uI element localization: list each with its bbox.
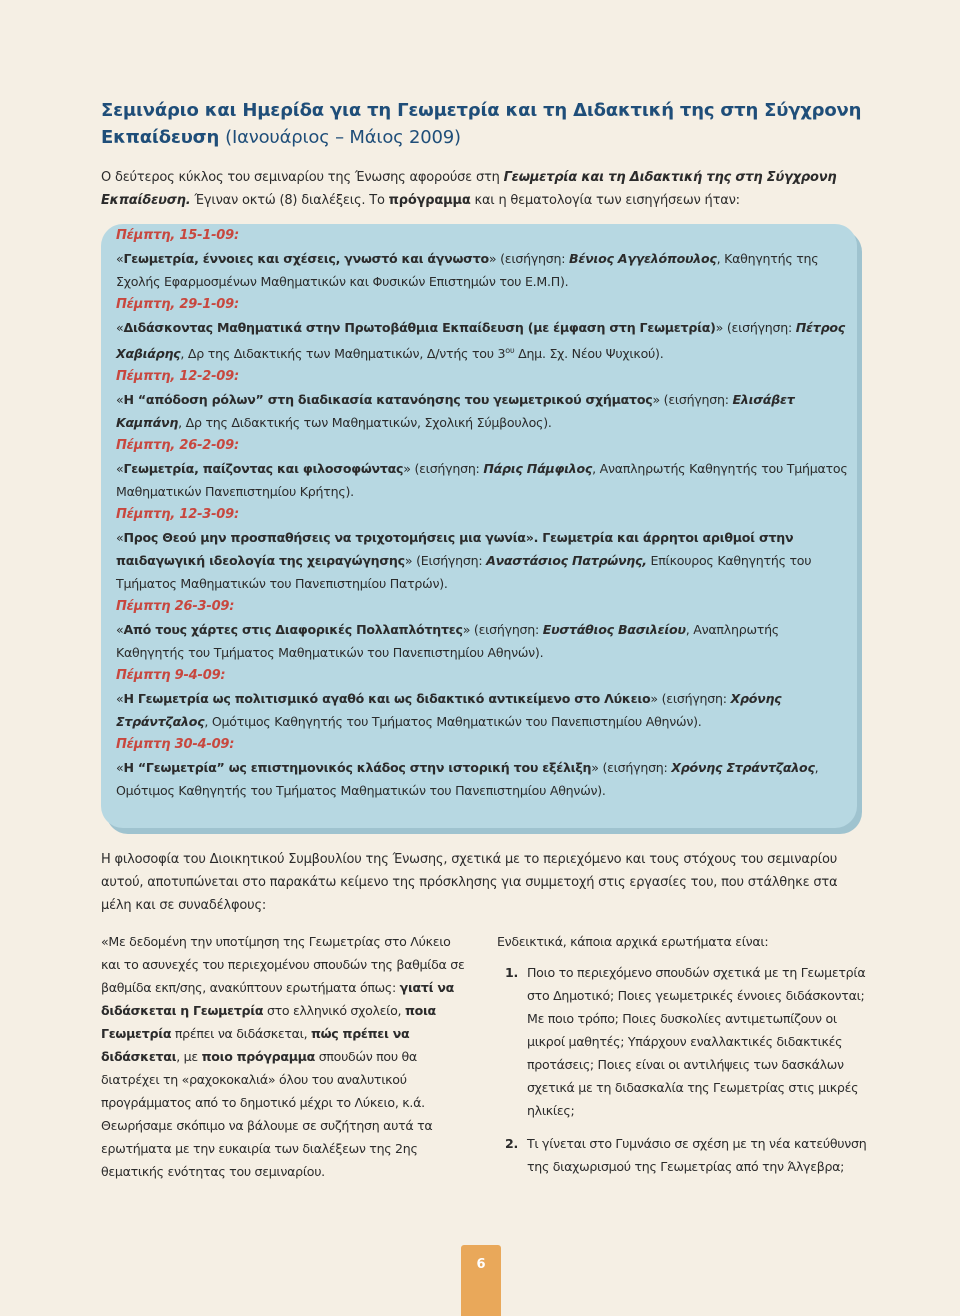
list-item-number: 2. — [505, 1136, 518, 1151]
philosophy-paragraph: Η φιλοσοφία του Διοικητικού Συμβουλίου της Ένωσης, σχετικά με το περιεχόμενο και τους στόχους του σεμιναρίου αυτού, αποτυπώνεται στο παρακάτω κείμενο της πρόσκλησης για συμμετοχή στις εργασίες του, που στάλθηκε στα μέλη και σε συναδέλφους: — [101, 852, 838, 913]
intro-topic: Γεωμετρία και τη Διδακτική της στη Σύγχρονη Εκπαίδευση. — [101, 170, 837, 208]
entry-open-quote: « — [116, 530, 124, 546]
entry-rest: , Δρ της Διδακτικής των Μαθηματικών, Σχολική Σύμβουλος). — [178, 415, 552, 431]
entry-mid: » (εισήγηση: — [591, 760, 672, 776]
seminar-entry — [116, 434, 849, 503]
list-item-number: 1. — [505, 965, 518, 980]
entry-date: Πέμπτη 26-3-09: — [116, 599, 235, 615]
entry-rest: , Ομότιμος Καθηγητής του Τμήματος Μαθηματικών του Πανεπιστημίου Αθηνών). — [204, 714, 702, 730]
quote-bold-f: πώς πρέπει να διδάσκεται — [101, 1026, 410, 1064]
entry-rest-2: Δημ. Σχ. Νέου Ψυχικού). — [514, 346, 664, 362]
entry-speaker: Πάρις Πάμφιλος — [483, 461, 593, 477]
intro-program: πρόγραμμα — [388, 193, 471, 208]
quote-bold-b: γιατί να διδάσκεται η Γεωμετρία — [101, 980, 454, 1018]
quote-text-e: πρέπει να διδάσκεται, — [171, 1026, 311, 1041]
intro-text-2: Έγιναν οκτώ (8) διαλέξεις. Το — [190, 193, 389, 208]
entry-superscript: ου — [505, 346, 515, 355]
quote-text-c: στο ελληνικό σχολείο, — [263, 1003, 405, 1018]
quote-bold-d: ποια Γεωμετρία — [101, 1003, 436, 1041]
seminar-entry — [116, 733, 849, 802]
entry-rest: , Αναπληρωτής Καθηγητής του Τμήματος Μαθηματικών του Πανεπιστημίου Αθηνών). — [116, 622, 779, 661]
entry-speaker: Αναστάσιος Πατρώνης, — [486, 553, 647, 569]
entry-speaker: Βένιος Αγγελόπουλος — [568, 251, 717, 266]
entry-speaker: Ελισάβετ Καμπάνη — [116, 392, 795, 431]
seminar-entry — [116, 503, 849, 595]
seminar-entry — [116, 224, 849, 293]
entry-speaker: Πέτρος Χαβιάρης — [116, 320, 845, 362]
entry-mid: » (εισήγηση: — [650, 691, 731, 707]
entry-date: Πέμπτη 30-4-09: — [116, 737, 235, 753]
entry-mid: » (Εισήγηση: — [404, 553, 487, 569]
entry-title: Διδάσκοντας Μαθηματικά στην Πρωτοβάθμια Εκπαίδευση (με έμφαση στη Γεωμετρία) — [123, 320, 716, 335]
entry-title: Από τους χάρτες στις Διαφορικές Πολλαπλότητες — [123, 622, 463, 638]
entry-open-quote: « — [116, 320, 124, 335]
program-entries — [116, 224, 849, 802]
entry-mid: » (εισήγηση: — [403, 461, 484, 477]
entry-rest: , Δρ της Διδακτικής των Μαθηματικών, Δ/ντής του 3 — [180, 346, 506, 362]
entry-date: Πέμπτη, 29-1-09: — [116, 297, 239, 312]
entry-open-quote: « — [116, 251, 124, 266]
entry-date: Πέμπτη, 12-2-09: — [116, 369, 239, 385]
entry-date: Πέμπτη 9-4-09: — [116, 668, 226, 684]
questions-intro: Ενδεικτικά, κάποια αρχικά ερωτήματα είναι: — [497, 934, 769, 949]
entry-rest: , Ομότιμος Καθηγητής του Τμήματος Μαθηματικών του Πανεπιστημίου Αθηνών). — [116, 760, 819, 799]
seminar-entry — [116, 664, 849, 733]
entry-text — [116, 618, 849, 664]
list-item-text: Τι γίνεται στο Γυμνάσιο σε σχέση με τη νέα κατεύθυνση της διαχωρισμού της Γεωμετρίας από την Άλγεβρα; — [527, 1136, 867, 1174]
entry-date: Πέμπτη, 26-2-09: — [116, 438, 239, 454]
entry-title: Γεωμετρία, παίζοντας και φιλοσοφώντας — [123, 461, 404, 477]
entry-mid: » (εισήγηση: — [715, 320, 796, 335]
entry-title: Προς Θεού μην προσπαθήσεις να τριχοτομήσεις μια γωνία». Γεωμετρία και άρρητοι αριθμοί στην παιδαγωγική ιδεολογία της χειραγώγησης — [116, 530, 794, 569]
program-box — [101, 224, 857, 828]
entry-open-quote: « — [116, 622, 124, 638]
entry-title: Η “απόδοση ρόλων” στη διαδικασία κατανόησης του γεωμετρικού σχήματος — [123, 392, 653, 408]
entry-text — [116, 457, 849, 503]
intro-text-3: και η θεματολογία των εισηγήσεων ήταν: — [470, 193, 740, 208]
entry-speaker: Χρόνης Στράντζαλος — [671, 760, 815, 776]
seminar-entry — [116, 293, 849, 365]
entry-date: Πέμπτη, 15-1-09: — [116, 228, 239, 243]
entry-mid: » (εισήγηση: — [462, 622, 543, 638]
entry-title: Γεωμετρία, έννοιες και σχέσεις, γνωστό και άγνωστο — [123, 251, 489, 266]
quote-bold-h: ποιο πρόγραμμα — [201, 1049, 315, 1064]
entry-speaker: Ευστάθιος Βασιλείου — [542, 622, 686, 638]
entry-open-quote: « — [116, 461, 124, 477]
title-dates: (Ιανουάριος – Μάιος 2009) — [225, 127, 461, 148]
entry-mid: » (εισήγηση: — [652, 392, 733, 408]
intro-text-1: Ο δεύτερος κύκλος του σεμιναρίου της Ένωσης αφορούσε στη — [101, 170, 504, 185]
entry-text — [116, 526, 849, 595]
intro-paragraph — [101, 166, 871, 212]
seminar-entry — [116, 595, 849, 664]
questions-column — [497, 930, 867, 1188]
entry-open-quote: « — [116, 760, 124, 776]
entry-speaker: Χρόνης Στράντζαλος — [116, 691, 782, 730]
list-item — [497, 1132, 867, 1178]
entry-rest: Επίκουρος Καθηγητής του Τμήματος Μαθηματικών του Πανεπιστημίου Πατρών). — [116, 553, 812, 592]
entry-rest: , Αναπληρωτής Καθηγητής του Τμήματος Μαθηματικών Πανεπιστημίου Κρήτης). — [116, 461, 848, 500]
entry-open-quote: « — [116, 392, 124, 408]
quote-text-g: , με — [176, 1049, 202, 1064]
invitation-quote — [101, 930, 471, 1183]
seminar-entry — [116, 365, 849, 434]
list-item — [497, 961, 867, 1122]
title-main: Σεμινάριο και Ημερίδα για τη Γεωμετρία και τη Διδακτική της στη Σύγχρονη Εκπαίδευση — [101, 100, 862, 148]
entry-rest: , Καθηγητής της Σχολής Εφαρμοσμένων Μαθηματικών και Φυσικών Επιστημών του Ε.Μ.Π). — [116, 251, 819, 289]
entry-text — [116, 316, 849, 365]
entry-date: Πέμπτη, 12-3-09: — [116, 507, 239, 523]
entry-text — [116, 756, 849, 802]
quote-text-i: σπουδών που θα διατρέχει τη «ραχοκοκαλιά» όλου του αναλυτικού προγράμματος από το δημοτικό μέχρι το Λύκειο, κ.ά. Θεωρήσαμε σκόπιμο να βάλουμε σε συζήτηση αυτά τα ερωτήματα με την ευκαιρία των διαλέξεων της 2ης θεματικής ενότητας του σεμιναρίου. — [101, 1049, 433, 1179]
entry-title: Η “Γεωμετρία” ως επιστημονικός κλάδος στην ιστορική του εξέλιξη — [123, 760, 592, 776]
entry-mid: » (εισήγηση: — [488, 251, 569, 266]
page-number: 6 — [461, 1245, 501, 1316]
entry-open-quote: « — [116, 691, 124, 707]
entry-text — [116, 247, 849, 293]
entry-text — [116, 687, 849, 733]
quote-text-a: «Με δεδομένη την υποτίμηση της Γεωμετρίας στο Λύκειο και το ασυνεχές του περιεχομένου σπουδών της βαθμίδα σε βαθμίδα εκπ/σης, ανακύπτουν ερωτήματα όπως: — [101, 934, 465, 995]
page-title — [101, 97, 871, 151]
entry-text — [116, 388, 849, 434]
entry-title: Η Γεωμετρία ως πολιτισμικό αγαθό και ως διδακτικό αντικείμενο στο Λύκειο — [123, 691, 651, 707]
list-item-text: Ποιο το περιεχόμενο σπουδών σχετικά με τη Γεωμετρία στο Δημοτικό; Ποιες γεωμετρικές έννοιες διδάσκονται; Με ποιο τρόπο; Ποιες δυσκολίες αντιμετωπίζουν οι μικροί μαθητές; Υπάρχουν εναλλακτικές διδακτικές προτάσεις; Ποιες είναι οι αντιλήψεις των δασκάλων σχετικά με τη διδασκαλία της Γεωμετρίας στις μικρές ηλικίες; — [527, 965, 866, 1118]
